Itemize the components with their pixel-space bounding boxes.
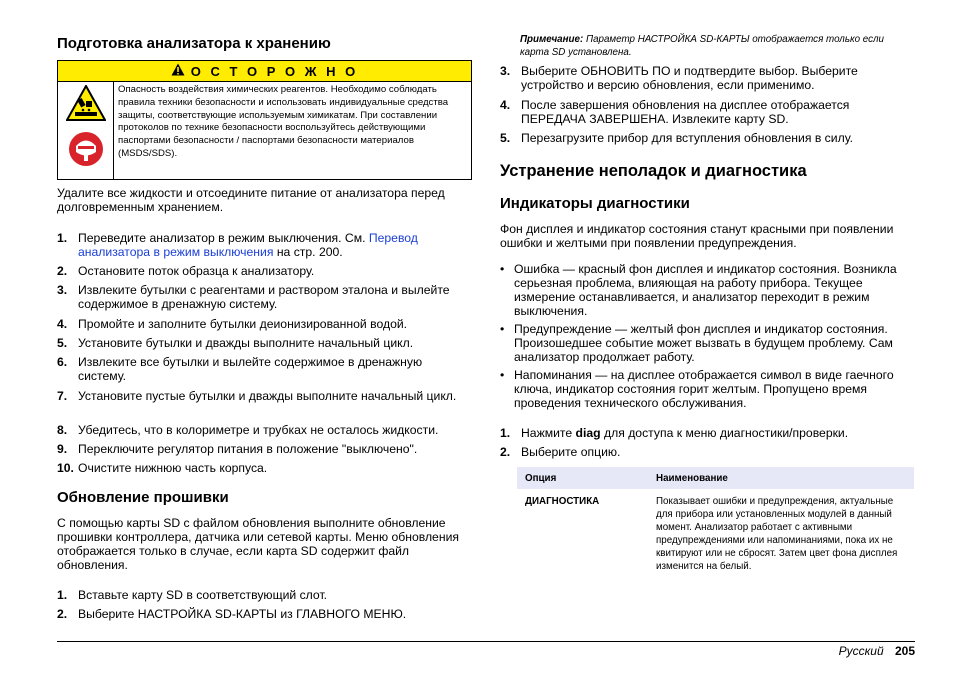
table-header-option: Опция	[525, 473, 557, 484]
page-number: 205	[894, 644, 915, 658]
warning-triangle-icon	[171, 63, 185, 79]
table-header	[517, 467, 914, 489]
caution-text: Опасность воздействия химических реагентов. Необходимо соблюдать правила техники безопасности и использовать индивидуальные средства защиты, соответствующие используемым химикатам. При составлении протоколов по технике безопасности воспользуйтесь действующими паспортами безопасности / паспортами безопасности материалов (MSDS/SDS).	[118, 84, 449, 159]
options-table	[517, 467, 914, 589]
caution-icons	[58, 81, 114, 179]
section-heading-storage: Подготовка анализатора к хранению	[57, 35, 331, 52]
caution-header	[58, 61, 471, 82]
note: Примечание: Параметр НАСТРОЙКА SD-КАРТЫ отображается только если карта SD установлена.	[520, 34, 884, 58]
table-header-description: Наименование	[656, 473, 728, 484]
caution-title: О С Т О Р О Ж Н О	[190, 63, 359, 79]
face-protection-icon	[68, 131, 104, 172]
page-footer	[839, 644, 915, 658]
table-cell-description: Показывает ошибки и предупреждения, актуальные для прибора или установленных модулей в данный момент. Анализатор работает с активными предупреждениями или напоминаниями, пока их не квитируют или не сбросят. Затем цвет фона дисплея изменится на белый.	[656, 496, 898, 572]
section-heading-firmware: Обновление прошивки	[57, 489, 229, 506]
storage-intro: Удалите все жидкости и отсоедините питание от анализатора перед долговременным хранением.	[57, 186, 445, 214]
footer-language: Русский	[838, 644, 884, 658]
caution-box	[57, 60, 472, 180]
firmware-intro: С помощью карты SD с файлом обновления выполните обновление прошивки контроллера, датчика или сетевой карты. Меню обновления отображается только в случае, если карта SD содержит файл обновления.	[57, 516, 459, 572]
chemical-hazard-icon	[66, 85, 106, 126]
note-label: Примечание:	[520, 34, 584, 45]
table-cell-option: ДИАГНОСТИКА	[525, 496, 600, 507]
footer-divider	[57, 641, 915, 642]
section-heading-troubleshooting: Устранение неполадок и диагностика	[500, 162, 807, 180]
table-row	[517, 489, 914, 589]
subheading-indicators: Индикаторы диагностики	[500, 195, 690, 212]
diag-key-label: diag	[575, 426, 601, 440]
shutdown-mode-link[interactable]: Перевод анализатора в режим выключения	[78, 231, 418, 259]
indicators-intro: Фон дисплея и индикатор состояния станут красными при появлении ошибки и желтыми при появлении предупреждения.	[500, 222, 894, 250]
